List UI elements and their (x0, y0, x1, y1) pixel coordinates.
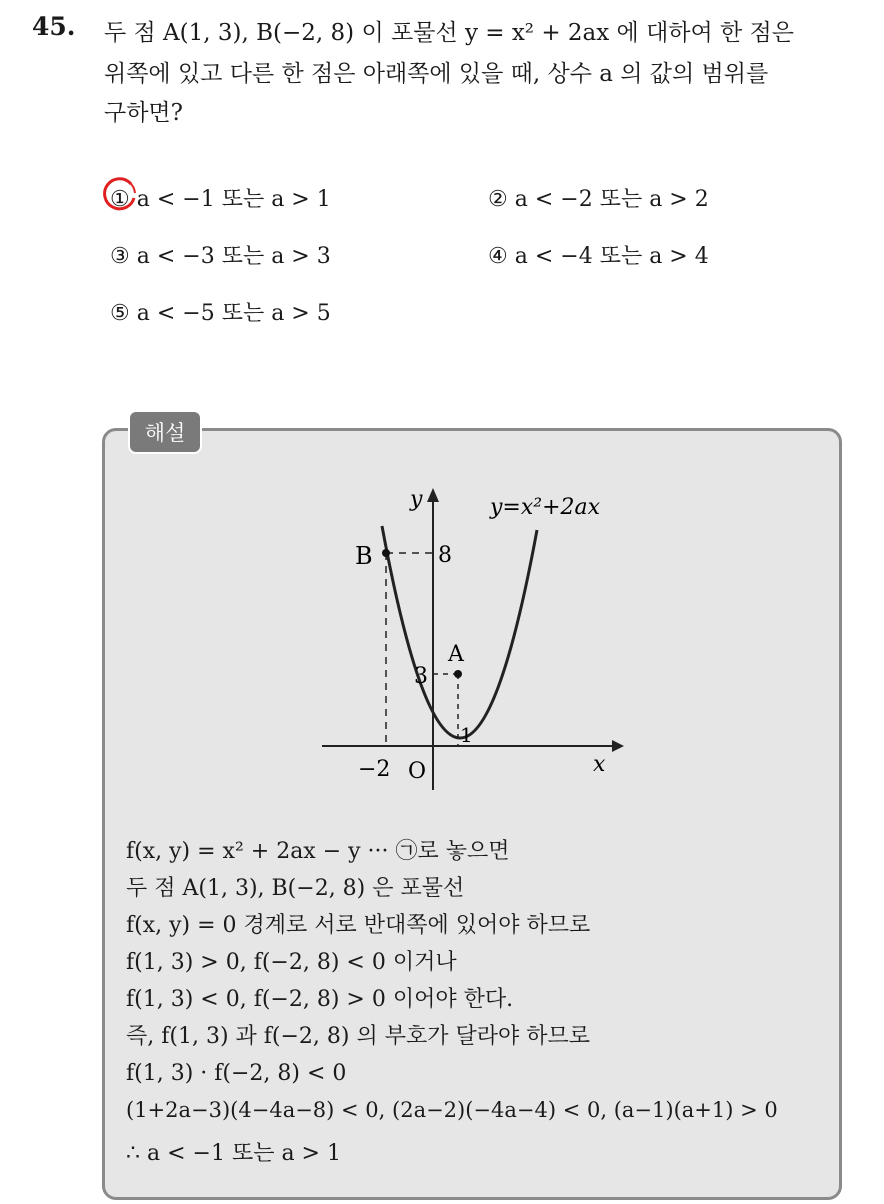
choice-2[interactable] (488, 182, 709, 213)
x-axis-label: x (593, 752, 606, 777)
tick-3-label: 3 (414, 664, 428, 689)
choice-1-text: a < −1 또는 a > 1 (136, 187, 331, 212)
question-number: 45. (32, 12, 76, 41)
question-text-line-1: 두 점 A(1, 3), B(−2, 8) 이 포물선 y = x² + 2ax 에 대하여 한 점은 (104, 20, 794, 46)
solution-line-1: f(x, y) = x² + 2ax − y ··· ㉠로 놓으면 (126, 839, 510, 864)
choice-5[interactable] (110, 296, 331, 327)
point-a-label: A (448, 642, 464, 667)
solution-line-3: f(x, y) = 0 경계로 서로 반대쪽에 있어야 하므로 (126, 913, 591, 938)
solution-tag: 해설 (128, 410, 202, 454)
point-b-dot (382, 549, 390, 557)
solution-line-9: ∴ a < −1 또는 a > 1 (126, 1141, 341, 1166)
origin-label: O (408, 759, 427, 784)
choice-3-text: a < −3 또는 a > 3 (136, 244, 331, 269)
choice-4[interactable] (488, 239, 709, 270)
point-a-dot (454, 670, 462, 678)
y-axis-arrow-icon (427, 488, 439, 502)
choice-2-text: a < −2 또는 a > 2 (514, 187, 709, 212)
parabola-curve (382, 526, 537, 738)
choice-2-number: ② (488, 187, 508, 212)
tick-1-label: 1 (460, 723, 473, 747)
choice-3-number: ③ (110, 244, 130, 269)
choice-1-number: ① (110, 187, 130, 212)
solution-line-8: (1+2a−3)(4−4a−8) < 0, (2a−2)(−4a−4) < 0, (a−1)(a+1) > 0 (126, 1098, 778, 1122)
choice-4-number: ④ (488, 244, 508, 269)
parabola-graph (300, 478, 640, 798)
x-axis-arrow-icon (612, 740, 624, 752)
question-text-line-3: 구하면? (104, 100, 183, 126)
choice-3[interactable] (110, 239, 331, 270)
solution-line-7: f(1, 3) · f(−2, 8) < 0 (126, 1061, 347, 1086)
tick-neg2-label: −2 (358, 757, 391, 782)
tick-8-label: 8 (438, 543, 452, 568)
curve-label: y=x²+2ax (490, 495, 601, 520)
choice-5-text: a < −5 또는 a > 5 (136, 301, 331, 326)
choice-4-text: a < −4 또는 a > 4 (514, 244, 709, 269)
question-text-line-2: 위쪽에 있고 다른 한 점은 아래쪽에 있을 때, 상수 a 의 값의 범위를 (104, 61, 769, 87)
solution-line-5: f(1, 3) < 0, f(−2, 8) > 0 이어야 한다. (126, 987, 514, 1012)
solution-line-2: 두 점 A(1, 3), B(−2, 8) 은 포물선 (126, 876, 465, 901)
choice-1[interactable] (110, 182, 331, 213)
y-axis-label: y (410, 487, 423, 512)
solution-line-6: 즉, f(1, 3) 과 f(−2, 8) 의 부호가 달라야 하므로 (126, 1024, 590, 1049)
choice-5-number: ⑤ (110, 301, 130, 326)
point-b-label: B (355, 542, 373, 570)
solution-line-4: f(1, 3) > 0, f(−2, 8) < 0 이거나 (126, 950, 457, 975)
